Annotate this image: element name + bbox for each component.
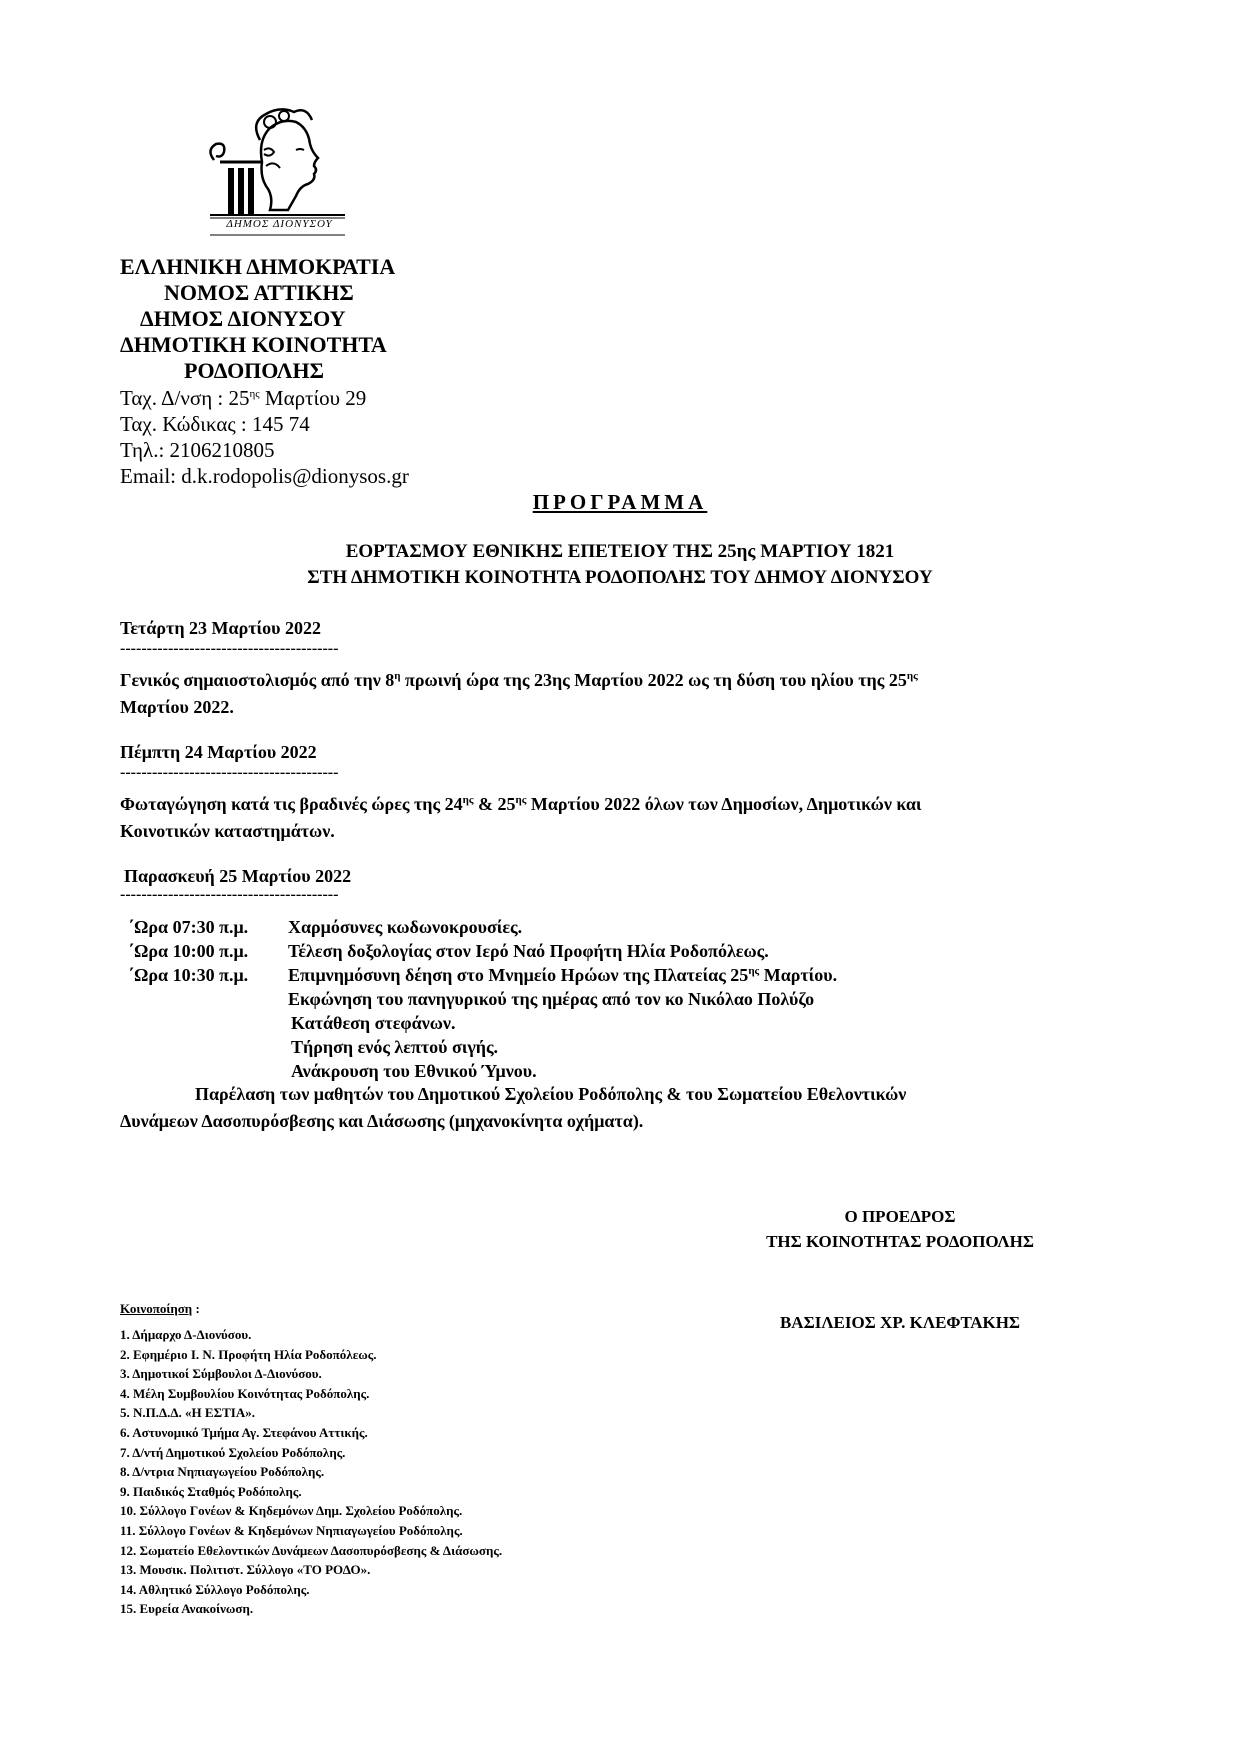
signature-name: ΒΑΣΙΛΕΙΟΣ ΧΡ. ΚΛΕΦΤΑΚΗΣ bbox=[779, 1313, 1021, 1332]
list-item: 13. Μουσικ. Πολιτιστ. Σύλλογο «ΤΟ ΡΟΔΟ». bbox=[120, 1562, 371, 1578]
list-item: 3. Δημοτικοί Σύμβουλοι Δ-Διονύσου. bbox=[120, 1366, 322, 1382]
schedule-time: ΄Ωρα 07:30 π.μ. bbox=[128, 917, 249, 937]
address-line: Ταχ. Δ/νση : $25^{\eta\varsigma}$ Μαρτίου 29 bbox=[120, 386, 367, 410]
schedule-text: Εκφώνηση του πανηγυρικού της ημέρας από τον κο Νικόλαο Πολύζο bbox=[288, 989, 815, 1009]
day2-text: Φωταγώγηση κατά τις βραδινές ώρες της $24^{\eta\varsigma}$ & $25^{\eta\varsigma}$ Μαρτίου 2022 όλων των Δημοσίων, Δημοτικών και Κοινοτικών καταστημάτων. bbox=[120, 794, 922, 841]
list-item: 5. Ν.Π.Δ.Δ. «Η ΕΣΤΙΑ». bbox=[120, 1405, 255, 1421]
schedule-text: Τέλεση δοξολογίας στον Ιερό Ναό Προφήτη Ηλία Ροδοπόλεως. bbox=[288, 941, 769, 961]
list-item: 11. Σύλλογο Γονέων & Κηδεμόνων Νηπιαγωγείου Ροδόπολης. bbox=[120, 1522, 463, 1538]
schedule-time: ΄Ωρα 10:30 π.μ. bbox=[128, 965, 249, 985]
schedule-text: Τήρηση ενός λεπτού σιγής. bbox=[291, 1037, 499, 1057]
signature-title bbox=[700, 1204, 1100, 1254]
schedule-row bbox=[128, 1011, 1128, 1035]
header-community: ΔΗΜΟΤΙΚΗ ΚΟΙΝΟΤΗΤΑ bbox=[120, 332, 387, 357]
postcode-line: Ταχ. Κώδικας : 145 74 bbox=[120, 412, 310, 436]
phone-line: Τηλ.: 2106210805 bbox=[120, 438, 275, 462]
schedule-text: Κατάθεση στεφάνων. bbox=[291, 1013, 456, 1033]
schedule-row bbox=[128, 939, 1128, 963]
logo-caption: ΔΗΜΟΣ ΔΙΟΝΥΣΟΥ bbox=[226, 218, 333, 230]
list-item: 8. Δ/ντρια Νηπιαγωγείου Ροδόπολης. bbox=[120, 1464, 325, 1480]
list-item: 15. Ευρεία Ανακοίνωση. bbox=[120, 1601, 254, 1617]
schedule-row bbox=[128, 987, 1128, 1011]
list-item: 7. Δ/ντή Δημοτικού Σχολείου Ροδόπολης. bbox=[120, 1444, 346, 1460]
distribution-heading: Κοινοποίηση : bbox=[120, 1301, 200, 1316]
header-community-name: ΡΟΔΟΠΟΛΗΣ bbox=[184, 358, 325, 383]
schedule-time: ΄Ωρα 10:00 π.μ. bbox=[128, 941, 249, 961]
program-subtitle-1: ΕΟΡΤΑΣΜΟΥ ΕΘΝΙΚΗΣ ΕΠΕΤΕΙΟΥ ΤΗΣ 25ης ΜΑΡΤΙΟΥ 1821 bbox=[345, 541, 895, 562]
program-title: ΠΡΟΓΡΑΜΜΑ bbox=[532, 490, 708, 514]
list-item: 1. Δήμαρχο Δ-Διονύσου. bbox=[120, 1327, 252, 1342]
list-item: 14. Αθλητικό Σύλλογο Ροδόπολης. bbox=[120, 1581, 310, 1597]
day1-divider: ----------------------------------------- bbox=[120, 640, 339, 657]
day3-divider: ----------------------------------------- bbox=[120, 886, 339, 903]
signature-role: Ο ΠΡΟΕΔΡΟΣ bbox=[844, 1207, 956, 1226]
day1-text: Γενικός σημαιοστολισμός από την $8^\eta$ πρωινή ώρα της 23ης Μαρτίου 2022 ως τη δύση του ηλίου της $25^{\eta\varsigma}$ Μαρτίου 2022. bbox=[120, 670, 918, 717]
header-municipality: ΔΗΜΟΣ ΔΙΟΝΥΣΟΥ bbox=[140, 306, 346, 331]
day3-schedule bbox=[128, 915, 1128, 1083]
parade-text: Παρέλαση των μαθητών του Δημοτικού Σχολείου Ροδόπολης & του Σωματείου Εθελοντικών Δυνάμεων Δασοπυρόσβεσης και Διάσωσης (μηχανοκίνητα οχήματα). bbox=[120, 1084, 907, 1131]
day2-date: Πέμπτη 24 Μαρτίου 2022 bbox=[120, 742, 317, 762]
list-item: 6. Αστυνομικό Τμήμα Αγ. Στεφάνου Αττικής. bbox=[120, 1424, 368, 1440]
header-republic: ΕΛΛΗΝΙΚΗ ΔΗΜΟΚΡΑΤΙΑ bbox=[120, 254, 396, 279]
day1-date: Τετάρτη 23 Μαρτίου 2022 bbox=[120, 618, 321, 638]
day3-date: Παρασκευή 25 Μαρτίου 2022 bbox=[124, 866, 352, 886]
schedule-row bbox=[128, 1059, 1128, 1083]
schedule-text: Ανάκρουση του Εθνικού Ύμνου. bbox=[291, 1061, 537, 1081]
schedule-text: Επιμνημόσυνη δέηση στο Μνημείο Ηρώων της Πλατείας $25^{\eta\varsigma}$ Μαρτίου. bbox=[288, 965, 838, 985]
schedule-row bbox=[128, 963, 1128, 987]
program-subtitle-2: ΣΤΗ ΔΗΜΟΤΙΚΗ ΚΟΙΝΟΤΗΤΑ ΡΟΔΟΠΟΛΗΣ ΤΟΥ ΔΗΜΟΥ ΔΙΟΝΥΣΟΥ bbox=[307, 567, 933, 588]
municipality-logo bbox=[200, 100, 350, 240]
schedule-row bbox=[128, 915, 1128, 939]
list-item: 4. Μέλη Συμβουλίου Κοινότητας Ροδόπολης. bbox=[120, 1385, 370, 1401]
list-item: 2. Εφημέριο Ι. Ν. Προφήτη Ηλία Ροδοπόλεως. bbox=[120, 1346, 377, 1362]
email-line: Email: d.k.rodopolis@dionysos.gr bbox=[120, 464, 409, 488]
list-item: 9. Παιδικός Σταθμός Ροδόπολης. bbox=[120, 1483, 302, 1499]
distribution-list bbox=[120, 1325, 502, 1619]
list-item: 12. Σωματείο Εθελοντικών Δυνάμεων Δασοπυρόσβεσης & Διάσωσης. bbox=[120, 1542, 503, 1558]
day2-divider: ----------------------------------------- bbox=[120, 764, 339, 781]
signature-community: ΤΗΣ ΚΟΙΝΟΤΗΤΑΣ ΡΟΔΟΠΟΛΗΣ bbox=[766, 1232, 1034, 1251]
schedule-row bbox=[128, 1035, 1128, 1059]
list-item: 10. Σύλλογο Γονέων & Κηδεμόνων Δημ. Σχολείου Ροδόπολης. bbox=[120, 1503, 463, 1519]
header-prefecture: ΝΟΜΟΣ ΑΤΤΙΚΗΣ bbox=[164, 280, 354, 305]
schedule-text: Χαρμόσυνες κωδωνοκρουσίες. bbox=[288, 917, 523, 937]
